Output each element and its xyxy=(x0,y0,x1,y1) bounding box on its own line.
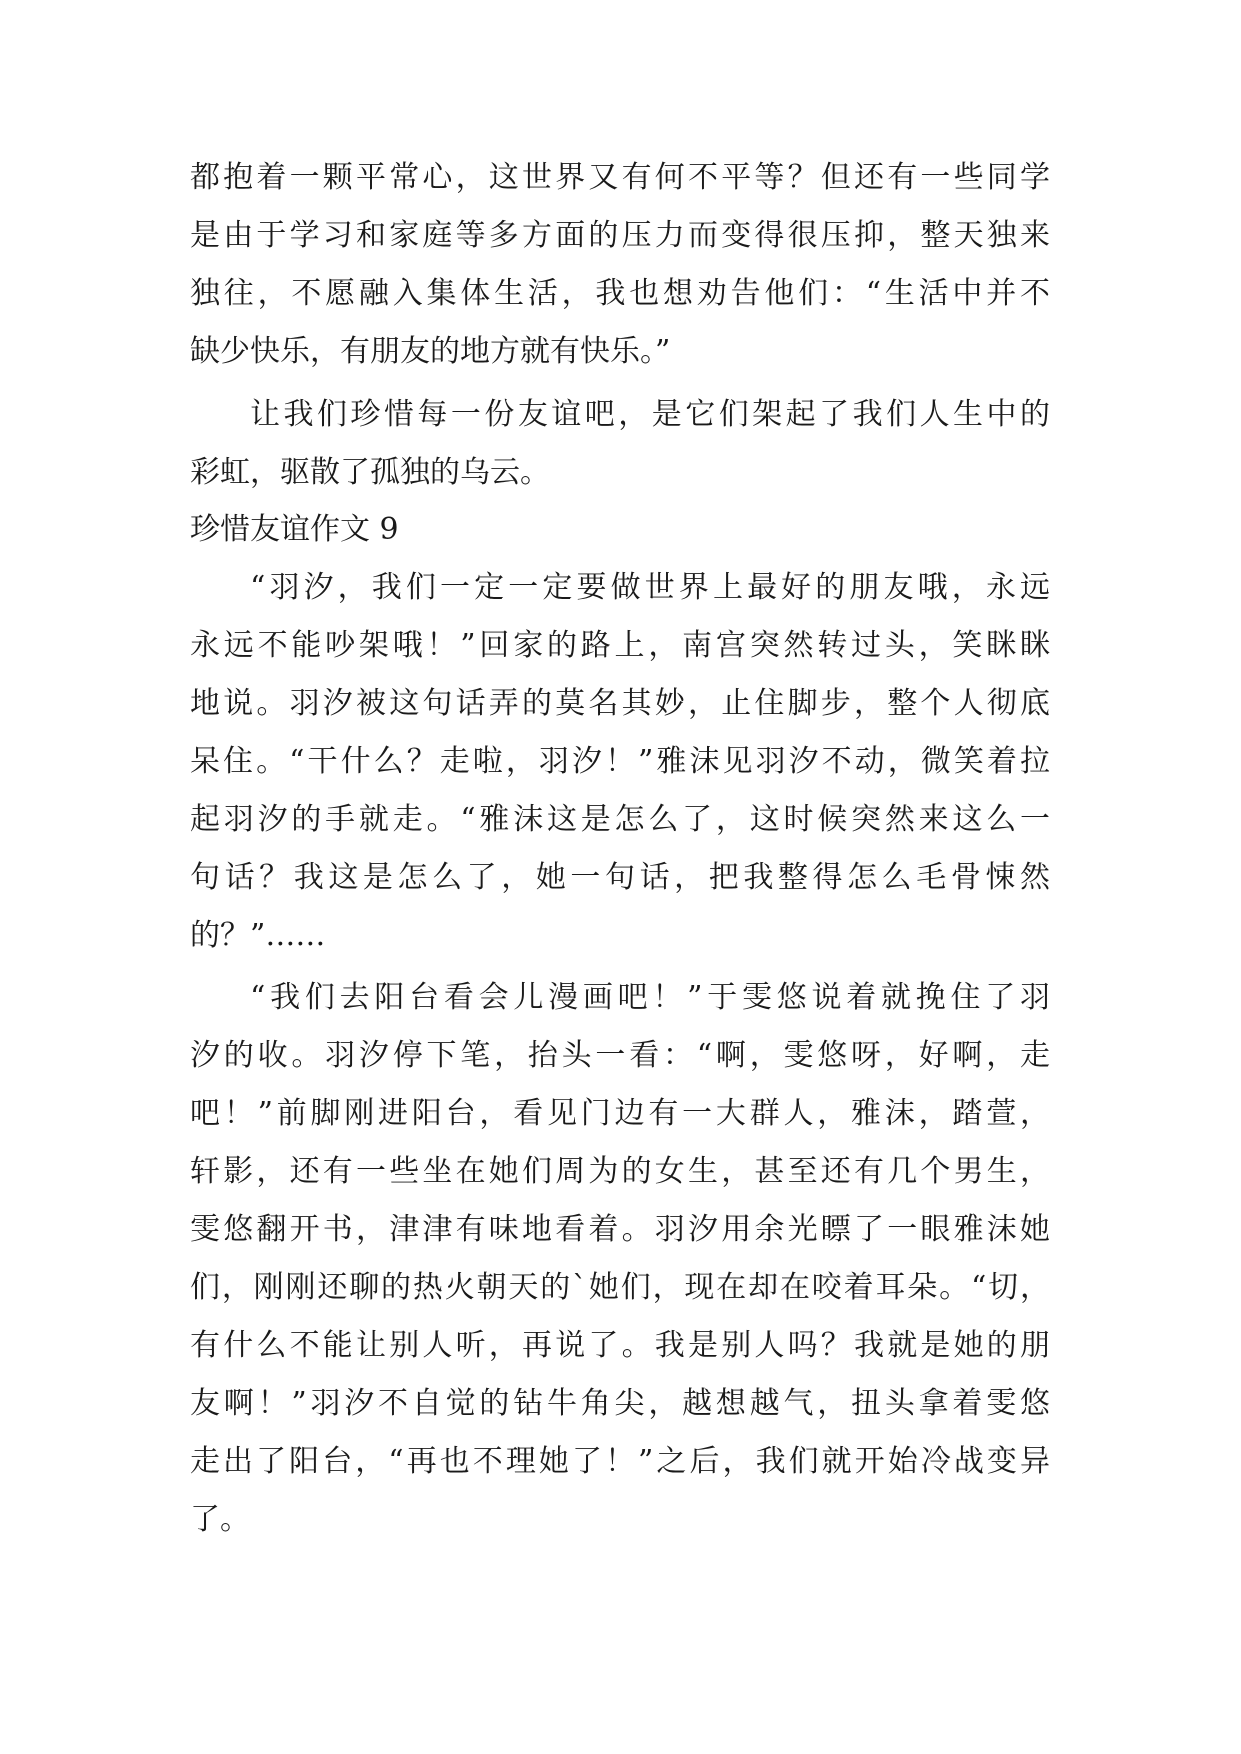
paragraph-line: 轩影，还有一些坐在她们周为的女生，甚至还有几个男生， xyxy=(190,1154,1050,1189)
paragraph-line: 吧！”前脚刚进阳台，看见门边有一大群人，雅沫，踏萱， xyxy=(190,1096,1050,1131)
paragraph-line: 永远不能吵架哦！”回家的路上，南宫突然转过头，笑眯眯 xyxy=(190,628,1050,663)
paragraph-line: 汐的收。羽汐停下笔，抬头一看：“啊，雯悠呀，好啊，走 xyxy=(190,1038,1050,1073)
paragraph-line: 呆住。“干什么？走啦，羽汐！”雅沫见羽汐不动，微笑着拉 xyxy=(190,744,1050,779)
paragraph-line: 都抱着一颗平常心，这世界又有何不平等？但还有一些同学 xyxy=(190,160,1050,195)
paragraph-line: 有什么不能让别人听，再说了。我是别人吗？我就是她的朋 xyxy=(190,1328,1050,1363)
section-title: 珍惜友谊作文 9 xyxy=(190,512,399,547)
paragraph-line: 了。 xyxy=(190,1502,250,1537)
paragraph-line: “羽汐，我们一定一定要做世界上最好的朋友哦，永远 xyxy=(250,570,1050,605)
paragraph-line: 雯悠翻开书，津津有味地看着。羽汐用余光瞟了一眼雅沫她 xyxy=(190,1212,1050,1247)
paragraph-line: 们，刚刚还聊的热火朝天的`她们，现在却在咬着耳朵。“切， xyxy=(190,1270,1050,1305)
paragraph-line: 独往，不愿融入集体生活，我也想劝告他们：“生活中并不 xyxy=(190,276,1050,311)
paragraph-line: “我们去阳台看会儿漫画吧！”于雯悠说着就挽住了羽 xyxy=(250,980,1050,1015)
paragraph-line: 友啊！”羽汐不自觉的钻牛角尖，越想越气，扭头拿着雯悠 xyxy=(190,1386,1050,1421)
paragraph-line: 地说。羽汐被这句话弄的莫名其妙，止住脚步，整个人彻底 xyxy=(190,686,1050,721)
paragraph-line: 句话？我这是怎么了，她一句话，把我整得怎么毛骨悚然 xyxy=(190,860,1050,895)
paragraph-line: 让我们珍惜每一份友谊吧，是它们架起了我们人生中的 xyxy=(250,397,1050,432)
paragraph-line: 是由于学习和家庭等多方面的压力而变得很压抑，整天独来 xyxy=(190,218,1050,253)
paragraph-line: 的？”…… xyxy=(190,918,326,953)
paragraph-line: 彩虹，驱散了孤独的乌云。 xyxy=(190,455,550,490)
paragraph-line: 走出了阳台，“再也不理她了！”之后，我们就开始冷战变异 xyxy=(190,1444,1050,1479)
paragraph-line: 缺少快乐，有朋友的地方就有快乐。” xyxy=(190,334,671,369)
paragraph-line: 起羽汐的手就走。“雅沫这是怎么了，这时候突然来这么一 xyxy=(190,802,1050,837)
